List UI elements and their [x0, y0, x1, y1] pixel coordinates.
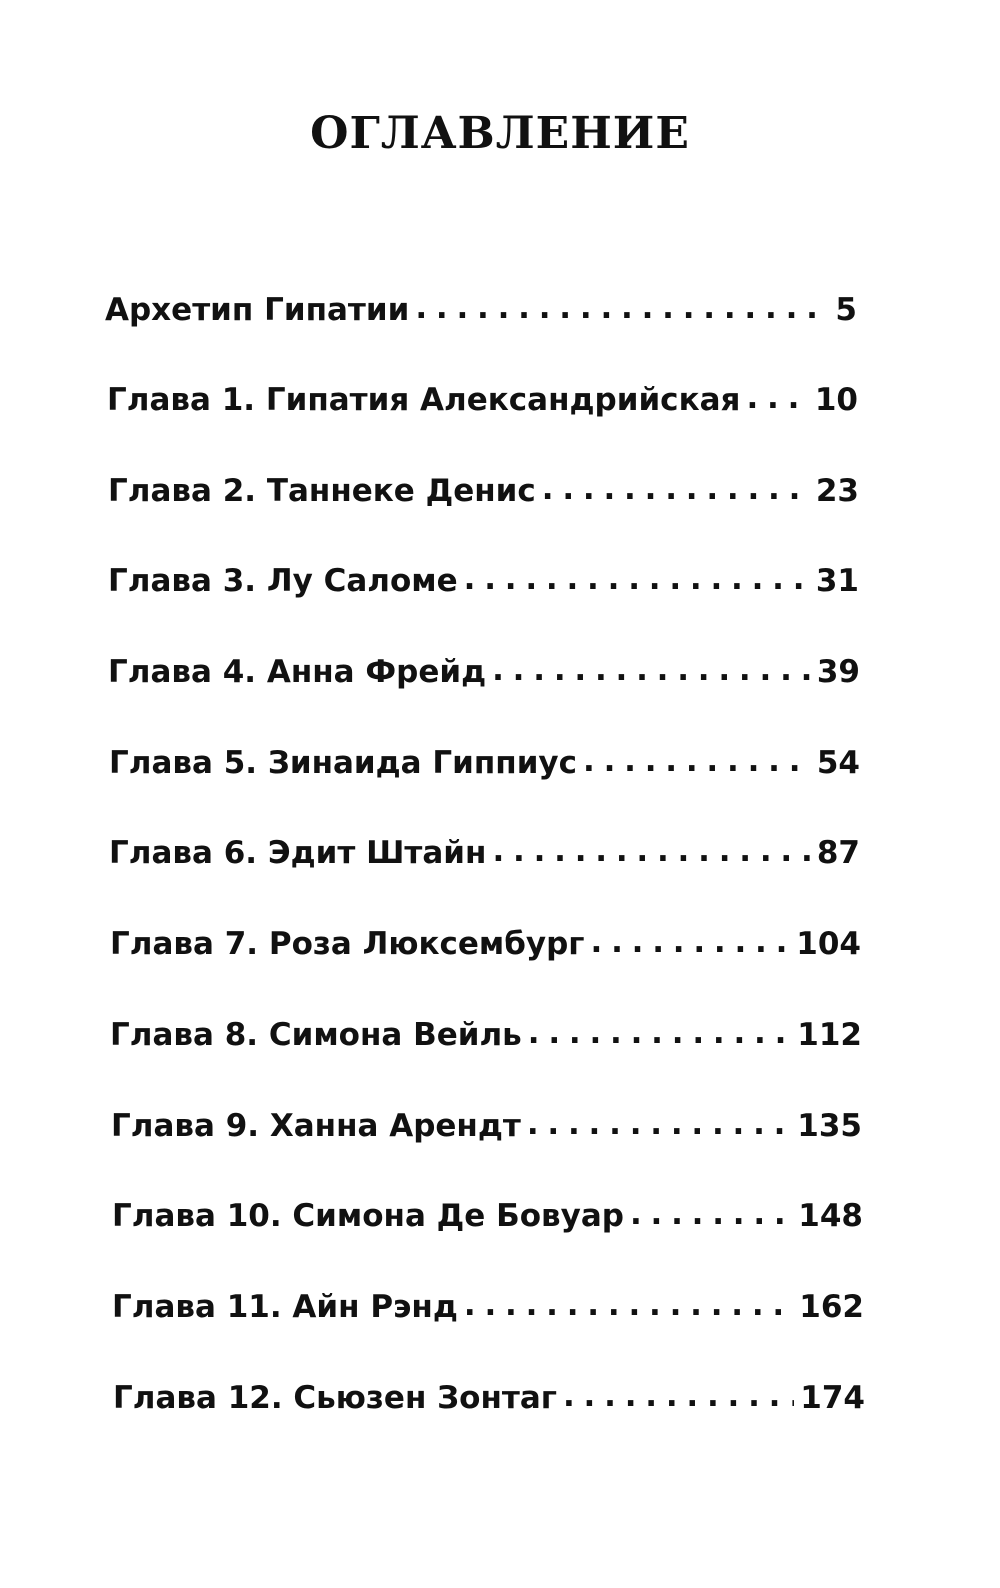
toc-entry [113, 1380, 865, 1424]
dot-leader [583, 743, 811, 779]
dot-leader [464, 1287, 793, 1323]
dot-leader [527, 1106, 791, 1142]
dot-leader [542, 471, 810, 507]
dot-leader [464, 561, 810, 597]
toc-entry [105, 292, 857, 336]
toc-entry-title: Архетип Гипатии [105, 292, 410, 328]
toc-entry-title: Глава 6. Эдит Штайн [109, 835, 487, 871]
toc-entry [108, 563, 859, 607]
toc-entry [110, 1017, 862, 1061]
toc-entry-page: 148 [798, 1198, 863, 1234]
toc-entry-page: 104 [796, 926, 861, 962]
dot-leader [415, 290, 829, 326]
toc-entry [109, 835, 860, 879]
dot-leader [630, 1196, 792, 1232]
toc-entry-page: 10 [814, 382, 858, 418]
toc-entry-page: 87 [816, 835, 860, 871]
dot-leader [492, 833, 810, 869]
toc-entry [107, 382, 858, 426]
toc-entry-title: Глава 7. Роза Люксембург [110, 926, 585, 962]
toc-entry-title: Глава 8. Симона Вейль [110, 1017, 522, 1053]
toc-entry-title: Глава 5. Зинаида Гиппиус [109, 745, 578, 781]
toc-entry-page: 5 [835, 292, 857, 328]
toc-entry-page: 135 [797, 1108, 862, 1144]
toc-entry-page: 31 [815, 563, 859, 599]
toc-entry [108, 473, 859, 517]
toc-entry-title: Глава 11. Айн Рэнд [112, 1289, 458, 1325]
toc-entry-title: Глава 2. Таннеке Денис [108, 473, 536, 509]
toc-entry [110, 926, 861, 970]
dot-leader [528, 1015, 792, 1051]
toc-entry-title: Глава 4. Анна Фрейд [108, 654, 487, 690]
toc-entry-title: Глава 9. Ханна Арендт [111, 1108, 521, 1144]
toc-entry-page: 54 [816, 745, 860, 781]
toc-entry [112, 1198, 863, 1242]
dot-leader [746, 380, 808, 416]
toc-entry-title: Глава 10. Симона Де Бовуар [112, 1198, 624, 1234]
toc-entry-title: Глава 3. Лу Саломе [108, 563, 458, 599]
toc-entry-page: 39 [816, 654, 860, 690]
dot-leader [492, 652, 811, 688]
toc-entry [112, 1289, 864, 1333]
toc-entry-page: 23 [815, 473, 859, 509]
toc-entry-page: 174 [800, 1380, 865, 1416]
toc-entry [109, 745, 860, 789]
dot-leader [563, 1378, 794, 1414]
toc-entry-title: Глава 1. Гипатия Александрийская [107, 382, 741, 418]
dot-leader [591, 924, 791, 960]
toc-entry [111, 1108, 862, 1152]
toc-entry-title: Глава 12. Сьюзен Зонтаг [113, 1380, 557, 1416]
toc-entry [108, 654, 860, 698]
toc-entry-page: 162 [799, 1289, 864, 1325]
page-title: ОГЛАВЛЕНИЕ [310, 108, 690, 159]
toc-entry-page: 112 [797, 1017, 862, 1053]
